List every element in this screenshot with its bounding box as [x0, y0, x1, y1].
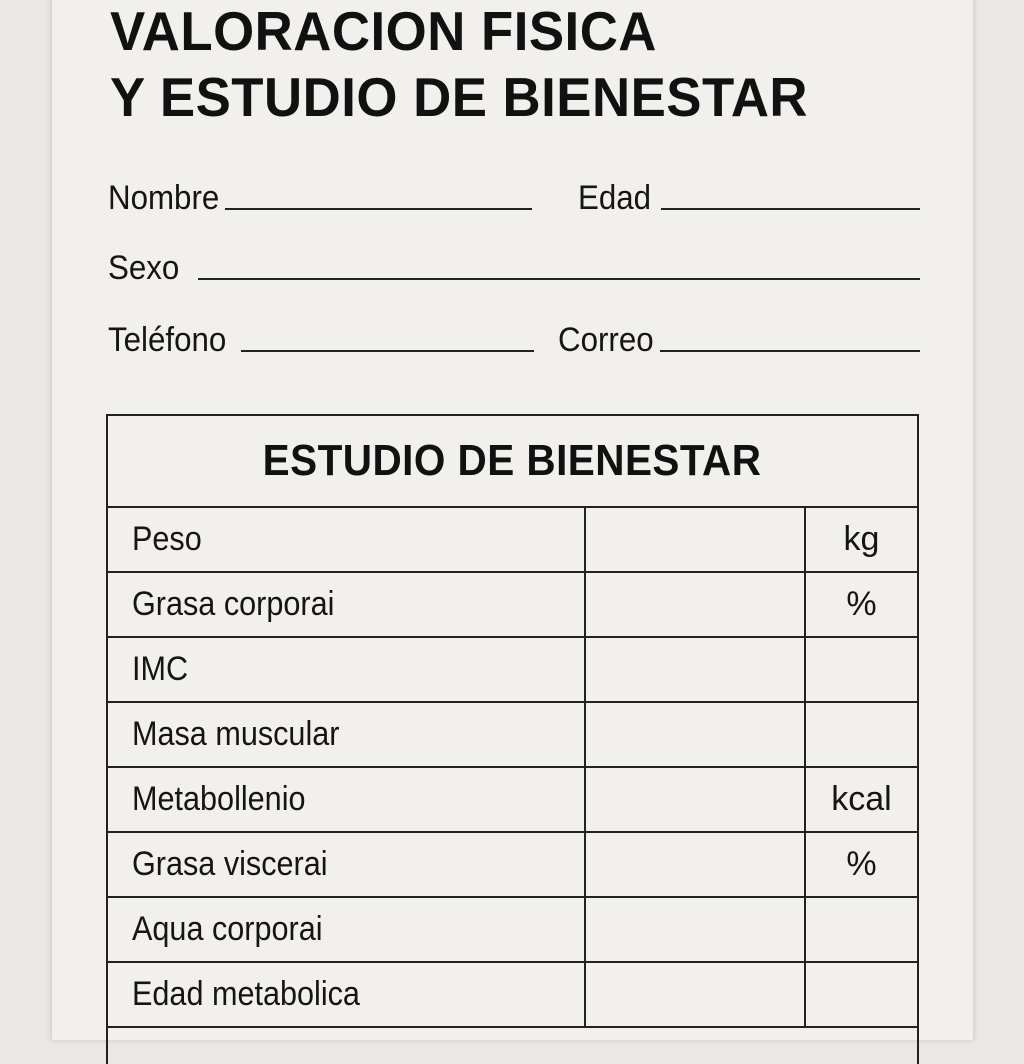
email-label: Correo: [558, 321, 654, 359]
age-label: Edad: [578, 179, 652, 217]
row-value-cell[interactable]: [586, 833, 806, 896]
name-input-line[interactable]: [225, 206, 532, 210]
name-field: [108, 178, 532, 218]
table-row-visceral-fat: [108, 833, 917, 898]
row-unit: %: [846, 585, 877, 623]
email-field: [558, 320, 920, 360]
row-value-cell[interactable]: [586, 703, 806, 766]
row-label: Masa muscular: [108, 703, 586, 766]
row-label: Grasa corporai: [108, 573, 586, 636]
row-unit: [806, 898, 917, 961]
form-title-line-2: Y ESTUDIO DE BIENESTAR: [110, 66, 809, 128]
sex-input-line[interactable]: [198, 276, 921, 280]
row-label: Grasa viscerai: [108, 833, 586, 896]
wellbeing-table: [106, 414, 919, 1064]
table-row-muscle-mass: [108, 703, 917, 768]
form-sheet: [51, 0, 974, 1040]
email-input-line[interactable]: [660, 348, 920, 352]
table-row-metabolism: [108, 768, 917, 833]
table-row-body-water: [108, 898, 917, 963]
row-value-cell[interactable]: [586, 898, 806, 961]
form-title-line-1: VALORACION FISICA: [110, 0, 657, 62]
row-label: Edad metabolica: [108, 963, 586, 1026]
table-title: ESTUDIO DE BIENESTAR: [108, 416, 917, 508]
sex-field: [108, 248, 920, 288]
row-value-cell[interactable]: [586, 963, 806, 1026]
phone-field: [108, 320, 534, 360]
sex-label: Sexo: [108, 249, 180, 287]
table-row-weight: [108, 508, 917, 573]
phone-input-line[interactable]: [241, 348, 534, 352]
phone-label: Teléfono: [108, 321, 227, 359]
row-value-cell[interactable]: [586, 638, 806, 701]
form-title: [110, 0, 808, 130]
row-unit: kg: [843, 520, 880, 558]
row-unit: %: [846, 845, 877, 883]
row-label: Metabollenio: [108, 768, 586, 831]
age-field: [578, 178, 920, 218]
row-value-cell[interactable]: [586, 508, 806, 571]
row-value-cell[interactable]: [586, 768, 806, 831]
row-unit: [806, 638, 917, 701]
row-unit: [806, 963, 917, 1026]
age-input-line[interactable]: [661, 206, 920, 210]
row-unit: kcal: [831, 780, 892, 818]
table-row-metabolic-age: [108, 963, 917, 1028]
row-label: Peso: [108, 508, 586, 571]
table-row-bmi: [108, 638, 917, 703]
table-row-body-fat: [108, 573, 917, 638]
row-label: Aqua corporai: [108, 898, 586, 961]
row-label: IMC: [108, 638, 586, 701]
row-value-cell[interactable]: [586, 573, 806, 636]
name-label: Nombre: [108, 179, 220, 217]
row-unit: [806, 703, 917, 766]
